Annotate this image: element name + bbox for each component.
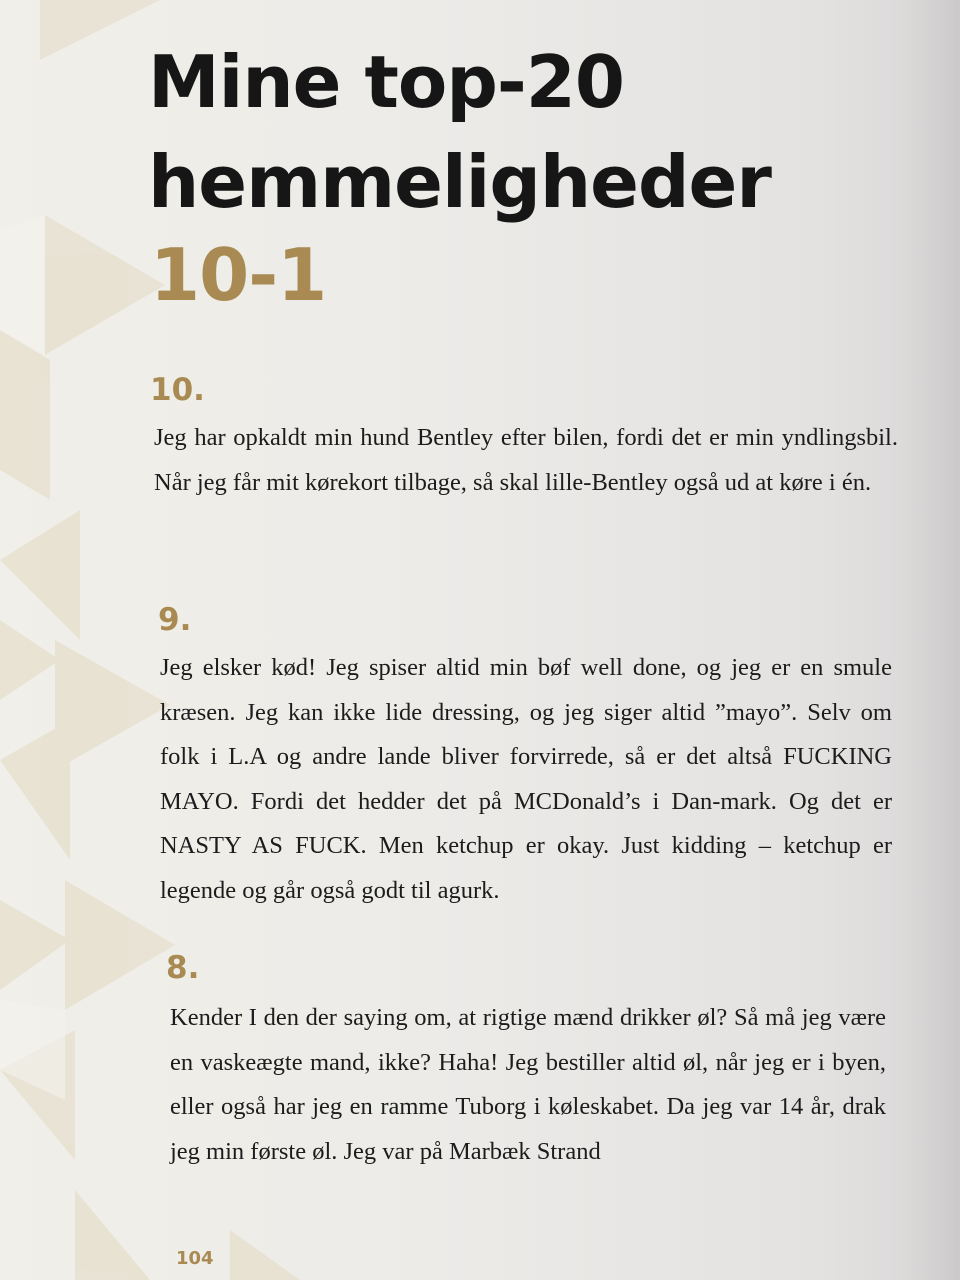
entry-number-9: 9.	[158, 602, 192, 638]
entry-text-8: Kender I den der saying om, at rigtige mænd drikker øl? Så må jeg være en vaskeægte mand, ikke? Haha! Jeg bestiller altid øl, når jeg er i byen, eller også har jeg en ramme Tuborg i køleskabet. Da jeg var 14 år, drak jeg min første øl. Jeg var på Marbæk Strand	[170, 1004, 886, 1165]
title-line-2: hemmeligheder	[148, 140, 771, 224]
entry-number-8: 8.	[166, 950, 200, 986]
title-line-1: Mine top-20	[148, 40, 624, 124]
page-fold-shadow	[900, 0, 960, 1280]
entry-text-9: Jeg elsker kød! Jeg spiser altid min bøf well done, og jeg er en smule kræsen. Jeg kan ikke lide dressing, og jeg siger altid ”mayo”. Selv om folk i L.A og andre lande bliver forvirrede, så er det altså FUCKING MAYO. Fordi det hedder det på MCDonald’s i Dan-mark. Og det er NASTY AS FUCK. Men ketchup er okay. Just kidding – ketchup er legende og går også godt til agurk.	[160, 654, 892, 904]
title-range: 10-1	[150, 233, 327, 317]
entry-number-10: 10.	[150, 372, 205, 408]
entry-text-10: Jeg har opkaldt min hund Bentley efter bilen, fordi det er min yndlingsbil. Når jeg får mit kørekort tilbage, så skal lille-Bentley også ud at køre i én.	[154, 424, 898, 496]
page-number: 104	[176, 1248, 214, 1269]
page-title	[148, 32, 771, 232]
